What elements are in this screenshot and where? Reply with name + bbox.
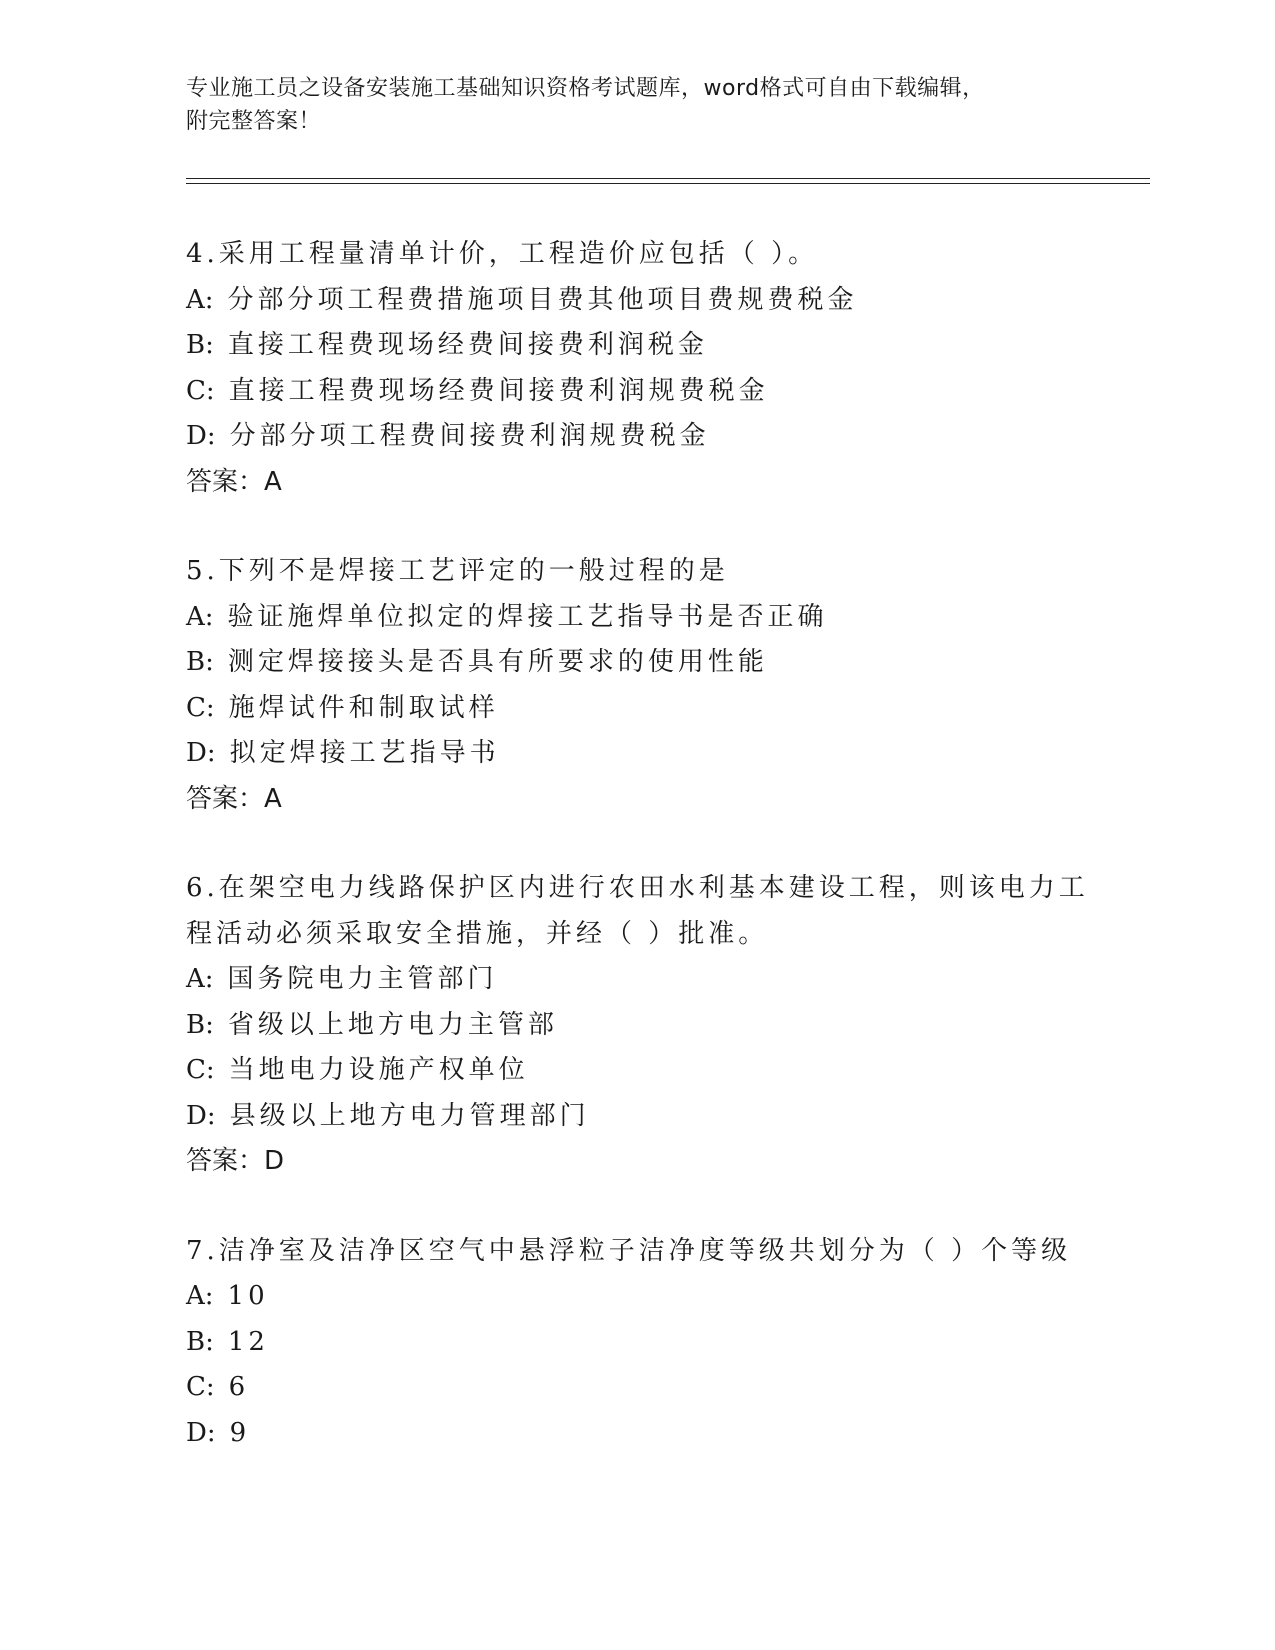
option-a: [186, 278, 1086, 324]
option-text: 10: [227, 1281, 269, 1311]
question-stem: 5.下列不是焊接工艺评定的一般过程的是: [186, 556, 729, 586]
option-text: 直接工程费现场经费间接费利润税金: [227, 330, 708, 360]
question-stem: 4.采用工程量清单计价，工程造价应包括（ ）。: [186, 239, 819, 269]
answer-line: 答案：A: [186, 466, 282, 497]
option-key: C:: [186, 1055, 215, 1085]
option-d: [186, 731, 1086, 777]
option-c: [186, 686, 1086, 732]
option-key: B:: [186, 330, 214, 360]
option-b: [186, 1003, 1086, 1049]
option-key: B:: [186, 1009, 214, 1040]
header-rule-bottom: [186, 183, 1150, 184]
header-line-1: 专业施工员之设备安装施工基础知识资格考试题库，word格式可自由下载编辑，: [186, 76, 985, 101]
option-key: B:: [186, 1326, 214, 1357]
option-key: D:: [186, 738, 216, 768]
option-d: [186, 1094, 1086, 1140]
option-c: [186, 1048, 1086, 1094]
header-rule-top: [186, 178, 1150, 179]
question-stem-line-2: 程活动必须采取安全措施，并经（ ）批准。: [186, 918, 769, 949]
header-line-2: 附完整答案！: [186, 109, 322, 134]
option-text: 当地电力设施产权单位: [228, 1055, 529, 1085]
document-header: [186, 72, 1066, 138]
option-key: D:: [186, 1100, 216, 1131]
option-a: [186, 957, 1086, 1003]
option-text: 拟定焊接工艺指导书: [229, 738, 500, 768]
option-key: A:: [186, 284, 214, 315]
option-key: C:: [186, 692, 215, 723]
option-key: A:: [186, 964, 214, 994]
option-b: [186, 640, 1086, 686]
option-text: 省级以上地方电力主管部: [227, 1009, 558, 1040]
option-text: 施焊试件和制取试样: [228, 692, 499, 723]
question-4: [186, 232, 1086, 505]
option-key: C:: [186, 1372, 215, 1402]
option-text: 12: [227, 1326, 269, 1357]
option-text: 测定焊接接头是否具有所要求的使用性能: [227, 647, 768, 677]
question-stem-line-1: 6.在架空电力线路保护区内进行农田水利基本建设工程，则该电力工: [186, 873, 1089, 903]
question-5: [186, 549, 1086, 822]
option-c: [186, 1365, 1086, 1411]
option-d: [186, 414, 1086, 460]
option-text: 分部分项工程费间接费利润规费税金: [229, 421, 710, 451]
option-text: 直接工程费现场经费间接费利润规费税金: [228, 375, 769, 406]
option-b: [186, 323, 1086, 369]
question-stem: 7.洁净室及洁净区空气中悬浮粒子洁净度等级共划分为（ ）个等级: [186, 1235, 1072, 1266]
option-c: [186, 369, 1086, 415]
option-key: B:: [186, 647, 214, 677]
option-b: [186, 1320, 1086, 1366]
option-text: 6: [228, 1372, 250, 1402]
question-7: [186, 1229, 1086, 1457]
option-key: A:: [186, 1281, 214, 1311]
option-key: D:: [186, 421, 216, 451]
option-key: A:: [186, 601, 214, 632]
question-6: [186, 866, 1089, 1185]
answer-line: 答案：D: [186, 1146, 285, 1176]
option-text: 县级以上地方电力管理部门: [229, 1100, 590, 1131]
option-text: 验证施焊单位拟定的焊接工艺指导书是否正确: [227, 601, 828, 632]
option-key: C:: [186, 375, 215, 406]
option-a: [186, 1274, 1086, 1320]
option-key: D:: [186, 1417, 216, 1448]
option-text: 国务院电力主管部门: [227, 964, 498, 994]
option-d: [186, 1411, 1086, 1457]
option-a: [186, 595, 1086, 641]
answer-line: 答案：A: [186, 783, 282, 814]
option-text: 分部分项工程费措施项目费其他项目费规费税金: [227, 284, 858, 315]
option-text: 9: [229, 1417, 251, 1448]
question-list: [186, 232, 1089, 1500]
